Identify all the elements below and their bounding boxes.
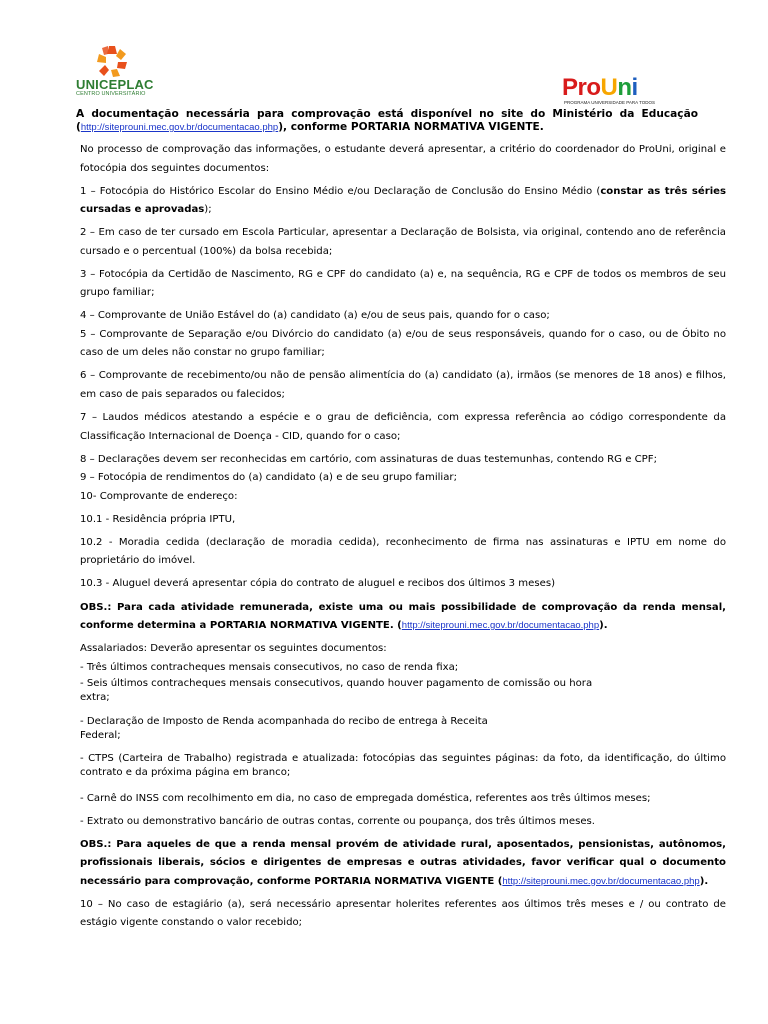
item-1-end: ); [204, 204, 212, 216]
prouni-logo [562, 76, 672, 110]
uniceplac-brand: UNICEPLAC [76, 77, 154, 92]
prouni-letter: n [617, 74, 632, 101]
assalariados-item-1: - Três últimos contracheques mensais consecutivos, no caso de renda fixa; [80, 661, 459, 673]
assalariados-item-3 [80, 715, 726, 743]
obs-2-text: OBS.: Para aqueles de que a renda mensal provém de atividade rural, aposentados, pensionistas, autônomos, profissionais liberais, sócios e dirigentes de empresas e outras atividades, favor verificar qual o documento necessário para comprovação, conforme PORTARIA NORMATIVA VIGENTE ( [80, 838, 726, 887]
uniceplac-logo [76, 44, 156, 110]
obs-2-link[interactable]: http://siteprouni.mec.gov.br/documentacao.php [502, 875, 700, 887]
prouni-letter: P [562, 74, 578, 101]
assalariados-item-3-a: - Declaração de Imposto de Renda acompanhada do recibo de entrega à Receita [80, 715, 488, 727]
assalariados-item-4: - CTPS (Carteira de Trabalho) registrada e atualizada: fotocópias das seguintes páginas: da foto, da identificação, do último contrato e da próxima página em branco; [80, 753, 726, 779]
obs-1 [80, 599, 726, 636]
uniceplac-subtitle: CENTRO UNIVERSITÁRIO [76, 91, 146, 97]
document-body [80, 141, 726, 938]
assalariados-item-3-b: Federal; [80, 729, 121, 741]
item-7: 7 – Laudos médicos atestando a espécie e o grau de deficiência, com expressa referência ao código correspondente da Classificação Internacional de Doença - CID, quando for o caso; [80, 412, 726, 442]
intro-text: A documentação necessária para comprovação está disponível no site do Ministério da Educação ( [76, 108, 698, 133]
item-9: 9 – Fotocópia de rendimentos do (a) candidato (a) e de seu grupo familiar; [80, 472, 457, 484]
item-10-3: 10.3 - Aluguel deverá apresentar cópia do contrato de aluguel e recibos dos últimos 3 meses) [80, 578, 556, 590]
prouni-letter: i [631, 74, 638, 101]
prouni-letter: U [600, 74, 618, 101]
prouni-letter: o [586, 74, 601, 101]
assalariados-item-2 [80, 677, 726, 705]
assalariados-item-6: - Extrato ou demonstrativo bancário de outras contas, corrente ou poupança, dos três últimos meses. [80, 815, 596, 827]
prouni-letter: r [577, 74, 587, 101]
item-5: 5 – Comprovante de Separação e/ou Divórcio do candidato (a) e/ou de seus responsáveis, quando for o caso, ou de Óbito no caso de um deles não constar no grupo familiar; [80, 328, 726, 359]
assalariados-item-2-a: - Seis últimos contracheques mensais consecutivos, quando houver pagamento de comissão ou hora [80, 678, 593, 690]
intro-link[interactable]: http://siteprouni.mec.gov.br/documentacao.php [80, 122, 279, 133]
item-3: 3 – Fotocópia da Certidão de Nascimento, RG e CPF do candidato (a) e, na sequência, RG e CPF de todos os membros de seu grupo familiar; [80, 268, 726, 299]
item-1-bold: constar as três séries cursadas e aprovadas [80, 185, 727, 216]
paragraph-intro: No processo de comprovação das informações, o estudante deverá apresentar, a critério do coordenador do ProUni, original e fotocópia dos seguintes documentos: [80, 144, 726, 174]
obs-1-link[interactable]: http://siteprouni.mec.gov.br/documentacao.php [401, 620, 600, 632]
item-2: 2 – Em caso de ter cursado em Escola Particular, apresentar a Declaração de Bolsista, via original, contendo ano de referência cursado e o percentual (100%) da bolsa recebida; [80, 227, 726, 257]
assalariados-title: Assalariados: Deverão apresentar os seguintes documentos: [80, 643, 387, 655]
item-1 [80, 183, 726, 220]
item-10-1: 10.1 - Residência própria IPTU, [80, 513, 236, 525]
item-10: 10- Comprovante de endereço: [80, 490, 238, 502]
item-10-2: 10.2 - Moradia cedida (declaração de moradia cedida), reconhecimento de firma nas assinaturas e IPTU em nome do proprietário do imóvel. [80, 536, 726, 567]
obs-1-after: ). [599, 620, 608, 632]
prouni-tagline: PROGRAMA UNIVERSIDADE PARA TODOS [564, 100, 656, 105]
assalariados-item-5: - Carnê do INSS com recolhimento em dia, no caso de empregada doméstica, referentes aos três últimos meses; [80, 792, 651, 804]
uniceplac-flower-icon [92, 44, 132, 78]
obs-2-after: ). [699, 875, 709, 887]
intro-text-after: ), conforme PORTARIA NORMATIVA VIGENTE. [278, 121, 544, 133]
item-1-text: 1 – Fotocópia do Histórico Escolar do Ensino Médio e/ou Declaração de Conclusão do Ensino Médio ( [80, 185, 601, 197]
item-8: 8 – Declarações devem ser reconhecidas em cartório, com assinaturas de duas testemunhas, contendo RG e CPF; [80, 453, 657, 465]
assalariados-item-2-b: extra; [80, 692, 110, 704]
intro-paragraph [76, 108, 698, 134]
prouni-wordmark [562, 76, 672, 100]
obs-2 [80, 836, 726, 892]
item-4: 4 – Comprovante de União Estável do (a) candidato (a) e/ou de seus pais, quando for o caso; [80, 310, 550, 322]
item-10-estagiario: 10 – No caso de estagiário (a), será necessário apresentar holerites referentes aos últimos três meses e / ou contrato de estágio vigente constando o valor recebido; [80, 898, 726, 929]
obs-1-text: OBS.: Para cada atividade remunerada, existe uma ou mais possibilidade de comprovação da renda mensal, conforme determina a PORTARIA NORMATIVA VIGENTE. ( [80, 601, 726, 632]
item-6: 6 – Comprovante de recebimento/ou não de pensão alimentícia do (a) candidato (a), irmãos (se menores de 18 anos) e filhos, em caso de pais separados ou falecidos; [80, 370, 726, 400]
